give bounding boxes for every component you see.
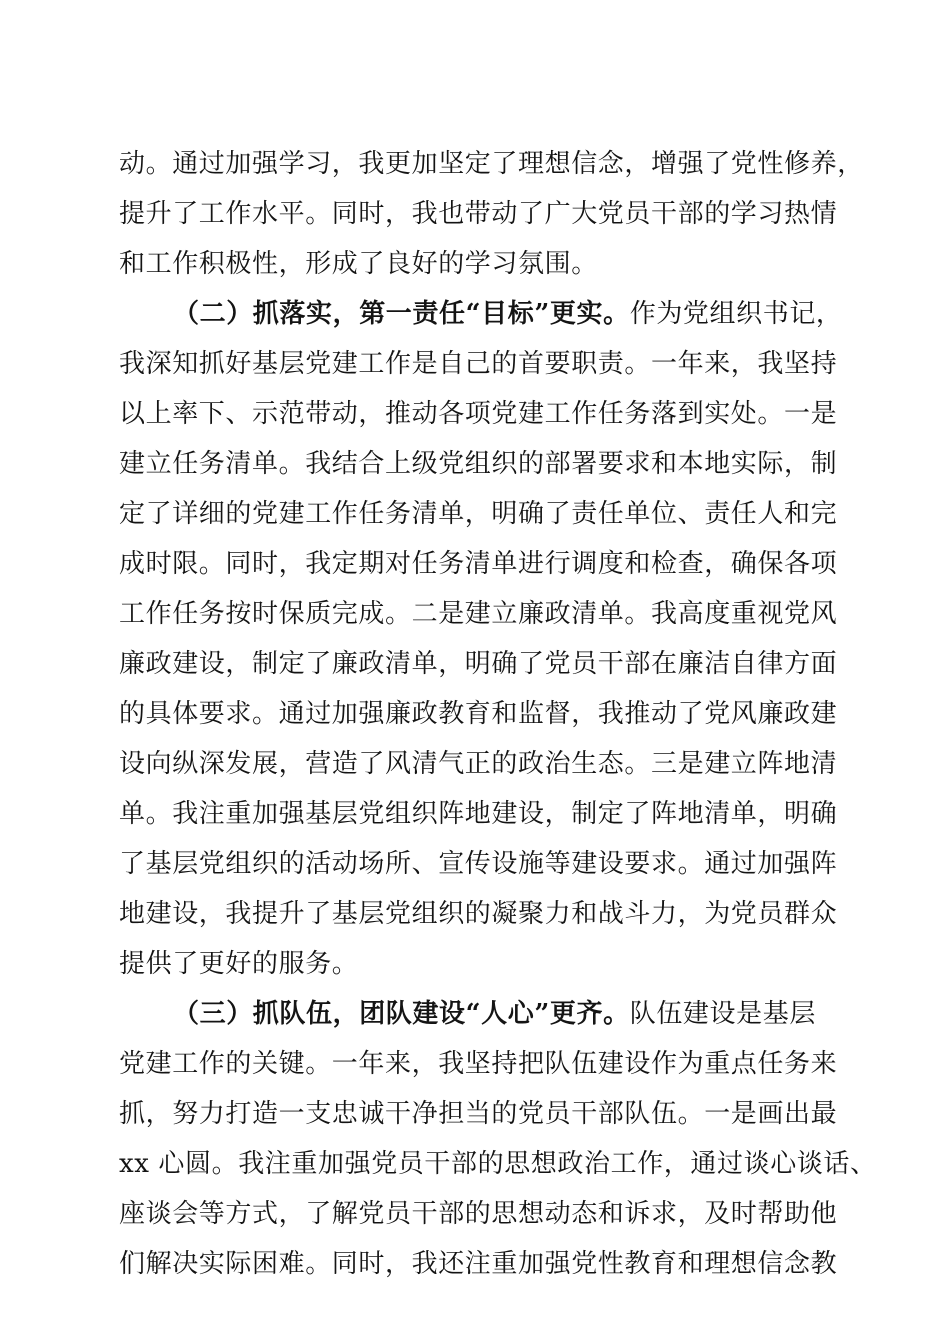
paragraph-3-line: 抓，努力打造一支忠诚干净担当的党员干部队伍。一是画出最: [119, 1099, 838, 1129]
paragraph-2-line: 廉政建设，制定了廉政清单，明确了党员干部在廉洁自律方面: [119, 649, 838, 679]
paragraph-2-line: 工作任务按时保质完成。二是建立廉政清单。我高度重视党风: [119, 599, 838, 629]
paragraph-1-line: 提升了工作水平。同时，我也带动了广大党员干部的学习热情: [119, 199, 838, 229]
paragraph-2-first-line: [173, 297, 843, 331]
paragraph-3-first-line: [173, 997, 816, 1031]
paragraph-2-line: 单。我注重加强基层党组织阵地建设，制定了阵地清单，明确: [119, 799, 838, 829]
paragraph-2-line: 地建设，我提升了基层党组织的凝聚力和战斗力，为党员群众: [119, 899, 838, 929]
paragraph-2-line: 提供了更好的服务。: [119, 949, 359, 979]
paragraph-1-line: 动。通过加强学习，我更加坚定了理想信念，增强了党性修养，: [119, 149, 864, 179]
paragraph-3-line: 座谈会等方式，了解党员干部的思想动态和诉求，及时帮助他: [119, 1199, 838, 1229]
paragraph-2-line: 成时限。同时，我定期对任务清单进行调度和检查，确保各项: [119, 549, 838, 579]
paragraph-2-heading: （二）抓落实，第一责任“目标”更实。: [173, 299, 630, 329]
paragraph-1-line: 和工作积极性，形成了良好的学习氛围。: [119, 249, 598, 279]
paragraph-2-line: 建立任务清单。我结合上级党组织的部署要求和本地实际，制: [119, 449, 838, 479]
paragraph-2-line: 设向纵深发展，营造了风清气正的政治生态。三是建立阵地清: [119, 749, 838, 779]
paragraph-3-first-line-rest: 队伍建设是基层: [629, 999, 816, 1029]
paragraph-2-first-line-rest: 作为党组织书记，: [629, 299, 843, 329]
paragraph-3-line: 党建工作的关键。一年来，我坚持把队伍建设作为重点任务来: [119, 1049, 838, 1079]
paragraph-3-line: xx 心圆。我注重加强党员干部的思想政治工作，通过谈心谈话、: [119, 1149, 877, 1179]
paragraph-3-line: 们解决实际困难。同时，我还注重加强党性教育和理想信念教: [119, 1249, 838, 1279]
paragraph-2-line: 定了详细的党建工作任务清单，明确了责任单位、责任人和完: [119, 499, 838, 529]
paragraph-2-line: 了基层党组织的活动场所、宣传设施等建设要求。通过加强阵: [119, 849, 838, 879]
paragraph-2-line: 我深知抓好基层党建工作是自己的首要职责。一年来，我坚持: [119, 349, 838, 379]
paragraph-2-line: 的具体要求。通过加强廉政教育和监督，我推动了党风廉政建: [119, 699, 838, 729]
paragraph-3-heading: （三）抓队伍，团队建设“人心”更齐。: [173, 999, 630, 1029]
paragraph-2-line: 以上率下、示范带动，推动各项党建工作任务落到实处。一是: [119, 399, 838, 429]
